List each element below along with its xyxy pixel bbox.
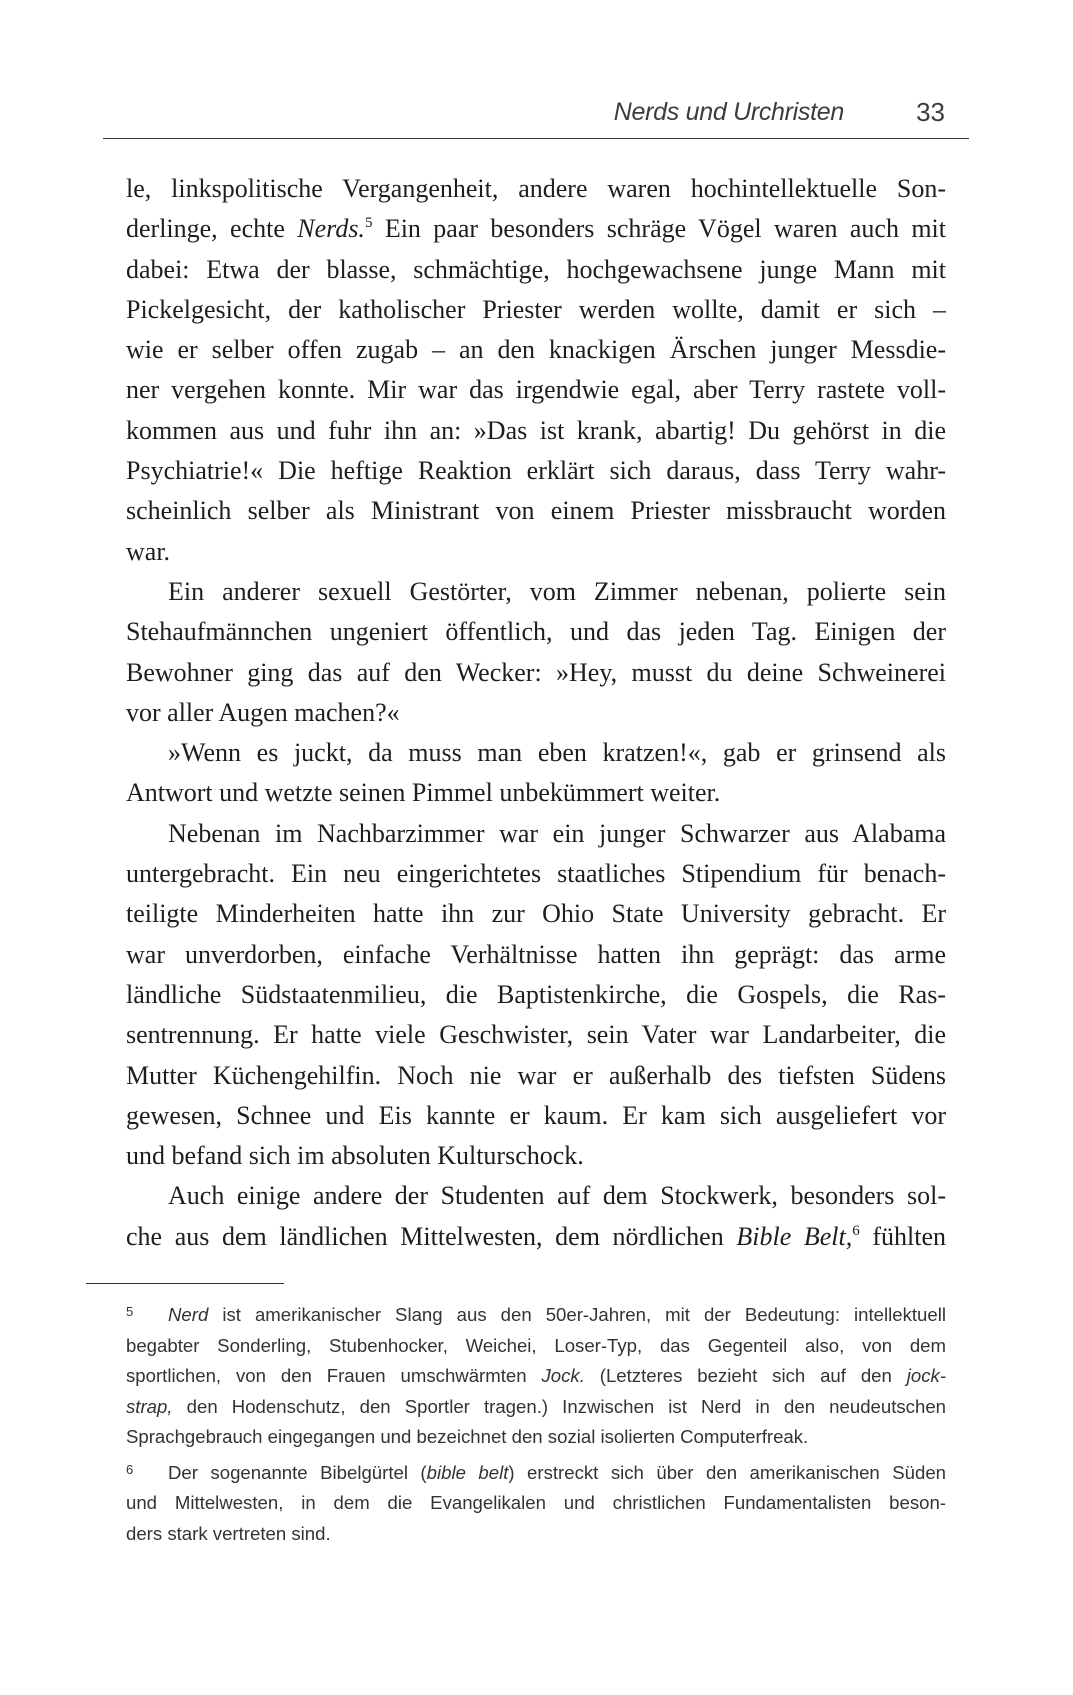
- paragraph-4: Nebenan im Nachbarzimmer war ein junger Schwarzer aus Alabama untergebracht. Ein neu eingerichtetes staatliches Stipendium für benach- teiligte Minderheiten hatte ihn zur Ohio State University gebracht. Er war unverdorben, einfache Verhältnisse hatten ihn geprägt: das arme ländliche Südstaatenmilieu, die Baptistenkirche, die Gospels, die Ras- sentrennung. Er hatte viele Geschwister, sein Vater war Landarbeiter, die Mutter Küchengehilfin. Noch nie war er außerhalb des tiefsten Südens gewesen, Schnee und Eis kannte er kaum. Er kam sich ausgeliefert vor: [126, 818, 946, 1130]
- paragraph-3: »Wenn es juckt, da muss man eben kratzen!«, gab er grinsend als: [168, 738, 946, 768]
- term-bible-belt: Bible Belt,: [736, 1221, 853, 1251]
- footnote-ref-6: 6: [852, 1222, 860, 1239]
- paragraph-2: Ein anderer sexuell Gestörter, vom Zimmer nebenan, polierte sein Stehaufmännchen ungeniert öffentlich, und das jeden Tag. Einigen der Bewohner ging das auf den Wecker: »Hey, musst du deine Schweinerei: [126, 576, 946, 687]
- running-header: [103, 92, 969, 139]
- page-number: 33: [916, 97, 945, 127]
- paragraph-2-end: vor aller Augen machen?«: [126, 697, 400, 727]
- paragraph-5: Auch einige andere der Studenten auf dem Stockwerk, besonders sol- che aus dem ländlichen Mittelwesten, dem nördlichen Bible Belt,$^6$ fühlten: [126, 1181, 947, 1251]
- main-text: [126, 169, 946, 1257]
- paragraph-3-end: Antwort und wetzte seinen Pimmel unbekümmert weiter.: [126, 778, 721, 808]
- running-title: Nerds und Urchristen: [613, 98, 844, 126]
- term-nerds: Nerds.: [297, 214, 365, 244]
- paragraph-1-end: war.: [126, 536, 171, 566]
- footnote-5: 5 Nerd ist amerikanischer Slang aus den 50er-Jahren, mit der Bedeutung: intellektuell begabter Sonderling, Stubenhocker, Weichei, Loser-Typ, das Gegenteil also, von dem sportlichen, von den Frauen umschwärmten Jock. (Letzteres bezieht sich auf den jock- strap, den Hodenschutz, den Sportler tragen.) Inzwischen ist Nerd in den neudeutschen Sprachgebrauch eingegangen und bezeichnet den sozial isolierten Computerfreak.: [126, 1300, 946, 1453]
- footnote-ref-5: 5: [364, 215, 373, 232]
- footnote-number: 6: [126, 1461, 134, 1477]
- footnote-6: 6 Der sogenannte Bibelgürtel (bible belt) erstreckt sich über den amerikanischen Süden und Mittelwesten, in dem die Evangelikalen und christlichen Fundamentalisten beson- ders stark vertreten sind.: [126, 1458, 946, 1550]
- footnotes: [126, 1300, 946, 1554]
- footnote-separator: [86, 1283, 284, 1284]
- footnote-number: 5: [126, 1304, 134, 1319]
- paragraph-1: le, linkspolitische Vergangenheit, andere waren hochintellektuelle Son- derlinge, echte Nerds.$^5$ Ein paar besonders schräge Vögel waren auch mit dabei: Etwa der blasse, schmächtige, hochgewachsene junge Mann mit Pickelgesicht, der katholischer Priester werden wollte, damit er sich – wie er selber offen zugab – an den knackigen Ärschen junger Messdie- ner vergehen konnte. Mir war das irgendwie egal, aber Terry rastete voll- kommen aus und fuhr ihn an: »Das ist krank, abartig! Du gehörst in die Psychiatrie!« Die heftige Reaktion erklärt sich daraus, dass Terry wahr- scheinlich selber als Ministrant von einem Priester missbraucht worden: [126, 174, 946, 526]
- paragraph-4-end: und befand sich im absoluten Kulturschock.: [126, 1141, 584, 1171]
